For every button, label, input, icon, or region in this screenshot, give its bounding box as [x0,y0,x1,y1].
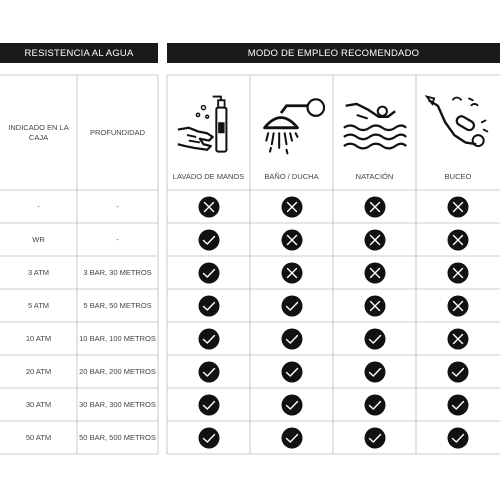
row-indicated: - [37,201,40,211]
shower-icon [259,94,325,156]
cross-icon [364,262,386,284]
check-icon [198,427,220,449]
check-icon [364,361,386,383]
check-icon [198,295,220,317]
row-indicated: WR [32,234,45,244]
column-header-activity: BUCEO [444,172,472,181]
check-icon [198,361,220,383]
swimming-icon [342,94,408,156]
column-header-depth: PROFUNDIDAD [89,128,145,137]
row-indicated: 30 ATM [25,399,52,409]
check-icon [447,361,469,383]
row-indicated: 5 ATM [27,300,50,310]
column-header-activity: BAÑO / DUCHA [264,172,319,181]
check-icon [281,394,303,416]
cross-icon [281,262,303,284]
row-indicated: 10 ATM [25,333,52,343]
check-icon [198,394,220,416]
row-depth: - [116,234,119,244]
check-icon [198,262,220,284]
row-depth: - [116,201,119,211]
check-icon [447,427,469,449]
cross-icon [364,229,386,251]
row-depth: 30 BAR, 300 METROS [79,399,156,409]
row-indicated: 20 ATM [25,366,52,376]
row-depth: 10 BAR, 100 METROS [79,333,156,343]
check-icon [281,427,303,449]
check-icon [364,328,386,350]
row-depth: 3 BAR, 30 METROS [83,267,152,277]
cross-icon [281,196,303,218]
check-icon [364,394,386,416]
row-indicated: 50 ATM [25,432,52,442]
column-header-activity: LAVADO DE MANOS [172,172,245,181]
diving-icon [425,94,491,156]
row-depth: 20 BAR, 200 METROS [79,366,156,376]
column-header-activity: NATACIÓN [355,172,394,181]
check-icon [447,394,469,416]
header-recommended-use: MODO DE EMPLEO RECOMENDADO [167,43,500,63]
cross-icon [447,262,469,284]
row-depth: 50 BAR, 500 METROS [79,432,156,442]
check-icon [281,328,303,350]
check-icon [281,295,303,317]
cross-icon [281,229,303,251]
hand-washing-icon [176,94,242,156]
cross-icon [364,196,386,218]
column-header-indicated: INDICADO EN LA CAJA [8,123,69,142]
cross-icon [447,295,469,317]
cross-icon [447,229,469,251]
row-depth: 5 BAR, 50 METROS [83,300,152,310]
row-indicated: 3 ATM [27,267,50,277]
check-icon [281,361,303,383]
cross-icon [364,295,386,317]
check-icon [198,328,220,350]
check-icon [198,229,220,251]
cross-icon [198,196,220,218]
check-icon [364,427,386,449]
cross-icon [447,328,469,350]
cross-icon [447,196,469,218]
header-water-resistance: RESISTENCIA AL AGUA [0,43,158,63]
